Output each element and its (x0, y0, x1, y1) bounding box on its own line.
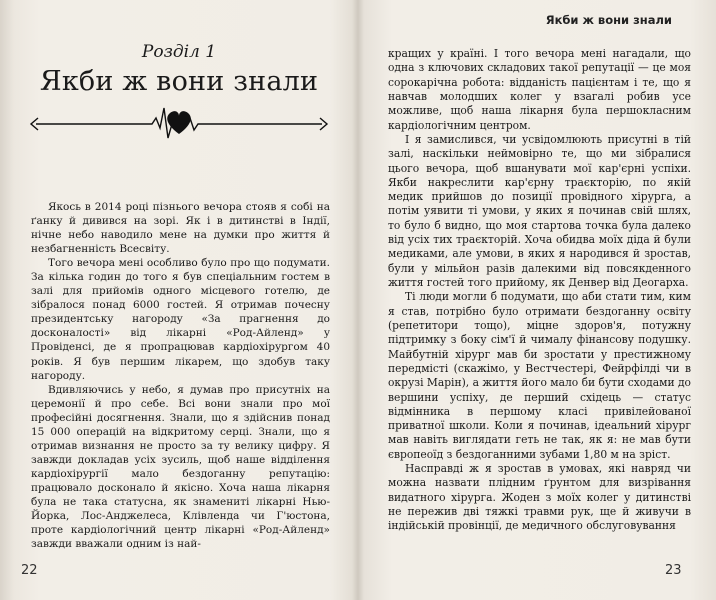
chapter-label: Розділ 1 (141, 42, 217, 62)
paragraph: Того вечора мені особливо було про що подумати. За кілька годин до того я був спеціальним гостем в залі для прийомів одного місцевого готелю, де зібралося понад 6000 гостей. Я отримав почесну президентську нагороду «За прагнення до досконалості» від лікарні «Род-Айленд» у Провіденсі, де я пропрацював кардіохірургом 40 років. Я був першим лікарем, що здобув таку нагороду. (31, 257, 330, 382)
running-header: Якби ж вони знали (545, 13, 672, 27)
heartbeat-divider-icon (28, 104, 330, 144)
left-page-text (31, 200, 330, 551)
paragraph: І я замислився, чи усвідомлюють присутні в тій залі, наскільки неймовірно те, що ми зібралися цього вечора, щоб вшанувати мої кар'єрні успіхи. Якби накреслити кар'єрну траєкторію, по якій медик прийшов до позиції провідного хірурга, а потім уявити ті умови, у яких я починав свій шлях, то було б видно, що моя стартова точка була далеко від усіх тих траєкторій. Хоча обидва моїх діда й були медиками, але умови, в яких я народився й зростав, були у мільйон разів далекими від повсякденного життя гостей того прийому, як Денвер від Деогарха. (388, 132, 691, 289)
right-page (358, 0, 716, 600)
paragraph: Насправді ж я зростав в умовах, які навряд чи можна назвати плідним ґрунтом для визрівання видатного хірурга. Жоден з моїх колег у дитинстві не пережив дві тяжкі травми рук, ще й живучи в індійській провінції, де медичного обслуговування (388, 462, 691, 533)
paragraph: Вдивляючись у небо, я думав про присутніх на церемонії й про себе. Всі вони знали про мої професійні досягнення. Знали, що я здійснив понад 15 000 операцій на відкритому серці. Знали, що я отримав визнання не просто за ту велику цифру. Я завжди докладав усіх зусиль, щоб наше відділення кардіохірургії мало бездоганну репутацію: працювало досконало й якісно. Хоча наша лікарня була не така статусна, як знамениті лікарні Нью-Йорка, Лос-Анджелеса, Клівленда чи Г'юстона, проте кардіологічний центр лікарні «Род-Айленд» завжди вважали одним із най- (31, 383, 330, 551)
paragraph: Якось в 2014 році пізнього вечора стояв я собі на ґанку й дивився на зорі. Як і в дитинстві в Індії, нічне небо наводило мене на думки про життя й незбагненність Всесвіту. (31, 201, 330, 256)
paragraph: кращих у країні. І того вечора мені нагадали, що одна з ключових складових такої репутації — це моя сорокарічна робота: відданість пацієнтам і те, що я навчав молодших колег у взагалі робив усе можливе, щоб наша лікарня була першокласним кардіологічним центром. (388, 47, 691, 132)
paragraph: Ті люди могли б подумати, що аби стати тим, ким я став, потрібно було отримати бездоганну освіту (репетитори тощо), міцне здоров'я, потужну підтримку з боку сім'ї й чималу фінансову подушку. Майбутній хірург мав би зростати у престижному передмісті (скажімо, у Вестчестері, Фейрфілді чи в окрузі Марін), а життя його мало би бути сходами до вершини успіху, де перший східець — статус відмінника в першому класі привілейованої приватної школи. Коли я починав, ідеальний хірург мав навіть виглядати геть не так, як я: не мав бути європеоїд з бездоганними зубами 1,80 м на зріст. (388, 290, 691, 461)
page-number: 22 (21, 563, 38, 578)
page-number: 23 (665, 563, 682, 578)
chapter-title: Якби ж вони знали (39, 66, 319, 97)
right-page-text (388, 47, 691, 534)
